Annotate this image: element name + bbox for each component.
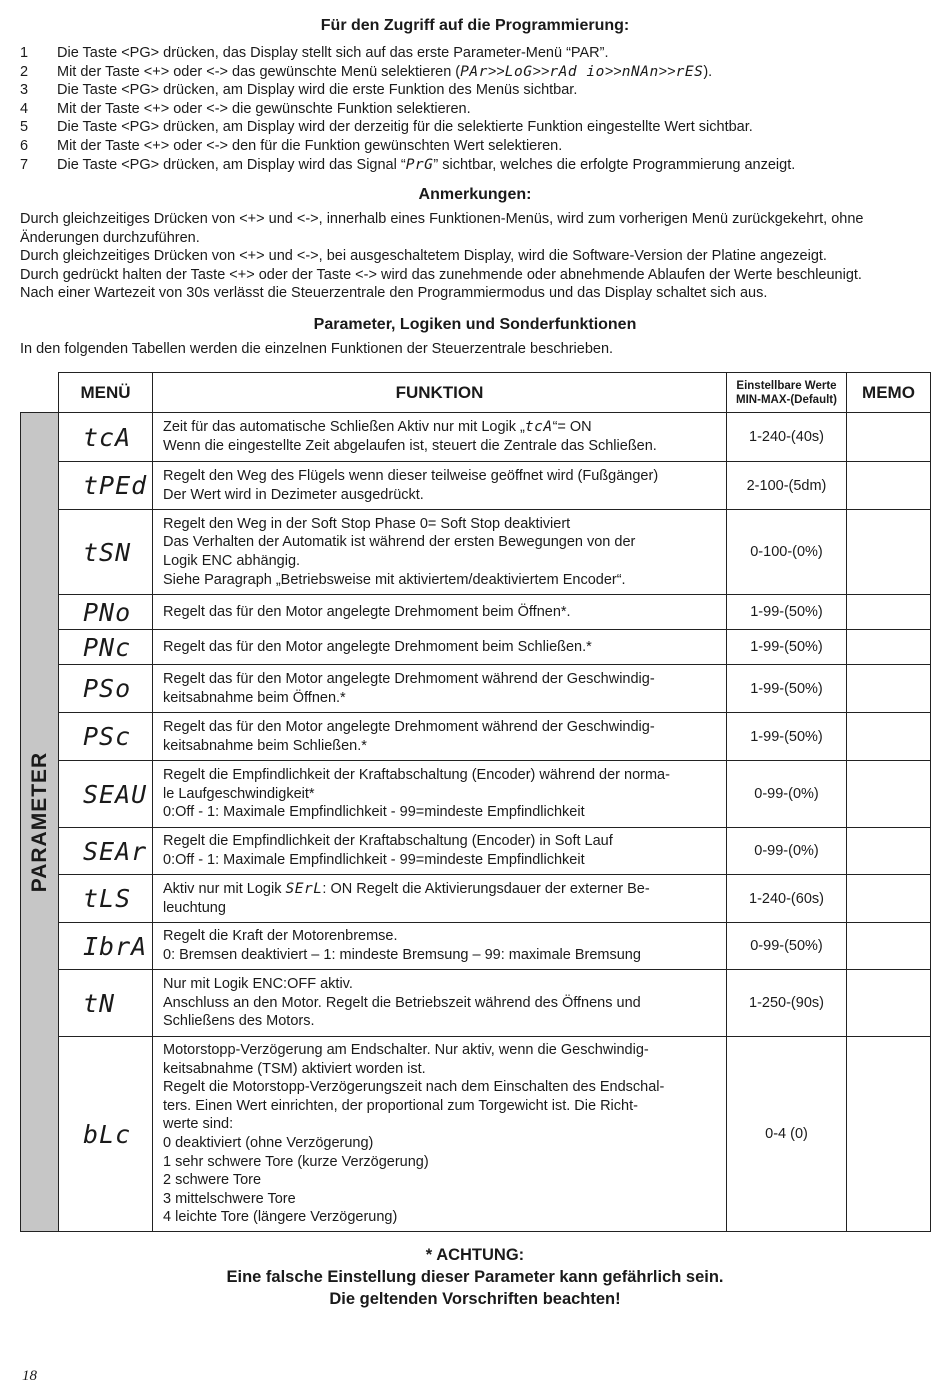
menu-code: SEAr — [59, 828, 153, 875]
text-run: 0 deaktiviert (ohne Verzögerung) — [163, 1135, 374, 1151]
text-run: Schließens des Motors. — [163, 1013, 315, 1030]
text-run: 2 schwere Tore — [163, 1172, 262, 1189]
table-row — [21, 923, 931, 970]
menu-code: tSN — [59, 510, 153, 595]
text-run: Die Taste <PG> drücken, am Display wird das Signal “ — [57, 156, 406, 173]
text-run: Die Taste <PG> drücken, am Display wird die erste Funktion des Menüs sichtbar. — [57, 82, 578, 99]
table-row — [21, 630, 931, 665]
text-run: keitsabnahme beim Schließen.* — [163, 737, 367, 754]
value-range: 0-99-(0%) — [727, 828, 847, 875]
text-run: Regelt den Weg des Flügels wenn dieser teilweise geöffnet wird (Fußgänger) — [163, 467, 659, 484]
memo-cell — [847, 761, 931, 828]
table-row — [21, 510, 931, 595]
table-row — [21, 828, 931, 875]
step-item — [20, 156, 930, 175]
display-code: SErL — [285, 880, 323, 897]
display-code: rES — [675, 63, 704, 80]
text-run: 0:Off - 1: Maximale Empfindlichkeit - 99=mindeste Empfindlichkeit — [163, 804, 585, 821]
text-run: Regelt den Weg in der Soft Stop Phase 0= Soft Stop deaktiviert — [163, 515, 571, 532]
text-run: Mit der Taste <+> oder <-> den für die Funktion gewünschten Wert selektieren. — [57, 137, 563, 154]
text-run: le Laufgeschwindigkeit* — [163, 785, 315, 802]
step-number: 6 — [20, 137, 29, 154]
parameter-table — [20, 372, 931, 1232]
note: Durch gleichzeitiges Drücken von <+> und <->, bei ausgeschaltetem Display, wird die Software-Version der Platine angezeigt. — [20, 248, 827, 265]
menu-code: PNc — [59, 630, 153, 665]
value-range: 1-250-(90s) — [727, 970, 847, 1037]
step-item — [20, 118, 930, 137]
display-code: tcA — [524, 419, 553, 436]
table-row — [21, 761, 931, 828]
text-run: >> — [487, 63, 505, 80]
text-run: Regelt die Empfindlichkeit der Kraftabschaltung (Encoder) während der norma- — [163, 767, 670, 784]
table-row — [21, 713, 931, 761]
text-run: 0: Bremsen deaktiviert – 1: mindeste Bremsung – 99: maximale Bremsung — [163, 947, 641, 963]
text-run: “= ON — [552, 419, 592, 436]
text-run: Regelt das für den Motor angelegte Drehmoment beim Schließen.* — [163, 638, 592, 655]
value-range: 0-99-(0%) — [727, 761, 847, 828]
text-run: 3 mittelschwere Tore — [163, 1190, 296, 1207]
step-text — [57, 63, 712, 82]
step-number: 7 — [20, 156, 29, 173]
col-funktion: FUNKTION — [153, 373, 727, 413]
step-number: 2 — [20, 63, 29, 80]
text-run: 0:Off - 1: Maximale Empfindlichkeit - 99=mindeste Empfindlichkeit — [163, 852, 585, 868]
text-run: Regelt das für den Motor angelegte Drehmoment während der Geschwindig- — [163, 670, 655, 687]
function-description — [153, 413, 727, 462]
memo-cell — [847, 923, 931, 970]
menu-code: tLS — [59, 875, 153, 923]
text-run: ters. Einen Wert einrichten, der proportional zum Torgewicht ist. Die Richt- — [163, 1097, 638, 1114]
step-text — [57, 81, 577, 100]
step-item — [20, 137, 930, 156]
step-text — [57, 156, 795, 175]
memo-cell — [847, 1037, 931, 1232]
value-range: 2-100-(5dm) — [727, 462, 847, 510]
text-run: leuchtung — [163, 899, 226, 916]
table-row — [21, 413, 931, 462]
page-number: 18 — [22, 1368, 37, 1384]
text-run: Anschluss an den Motor. Regelt die Betriebszeit während des Öffnens und — [163, 994, 641, 1011]
menu-code: bLc — [59, 1037, 153, 1232]
text-run: Nur mit Logik ENC:OFF aktiv. — [163, 976, 353, 993]
table-row — [21, 595, 931, 630]
function-description — [153, 1037, 727, 1232]
text-run: >> — [604, 63, 622, 80]
col-menu: MENÜ — [59, 373, 153, 413]
text-run: werte sind: — [163, 1116, 234, 1133]
menu-code: PSo — [59, 665, 153, 713]
text-run: Motorstopp-Verzögerung am Endschalter. Nur aktiv, wenn die Geschwindig- — [163, 1042, 649, 1059]
step-item — [20, 100, 930, 119]
warning-line: Eine falsche Einstellung dieser Parameter kann gefährlich sein. — [226, 1268, 724, 1286]
text-run: ” sichtbar, welches die erfolgte Programmierung anzeigt. — [433, 156, 796, 173]
value-range: 0-100-(0%) — [727, 510, 847, 595]
notes-block — [20, 210, 930, 303]
steps-list — [20, 44, 930, 174]
table-row — [21, 875, 931, 923]
heading-notes: Anmerkungen: — [418, 186, 532, 203]
col-memo: MEMO — [847, 373, 931, 413]
value-range: 0-99-(50%) — [727, 923, 847, 970]
memo-cell — [847, 665, 931, 713]
display-code: PAr — [460, 63, 488, 80]
text-run: keitsabnahme beim Öffnen.* — [163, 689, 346, 706]
text-run: Der Wert wird in Dezimeter ausgedrückt. — [163, 486, 424, 503]
memo-cell — [847, 828, 931, 875]
warning-line: Die geltenden Vorschriften beachten! — [329, 1290, 621, 1308]
text-run: Die Taste <PG> drücken, das Display stellt sich auf das erste Parameter-Menü “PAR”. — [57, 45, 609, 61]
note: Nach einer Wartezeit von 30s verlässt die Steuerzentrale den Programmiermodus und das Display schaltet sich aus. — [20, 285, 768, 302]
text-run: : ON Regelt die Aktivierungsdauer der externer Be- — [322, 880, 650, 897]
step-item — [20, 81, 930, 100]
menu-code: IbrA — [59, 923, 153, 970]
menu-code: tPEd — [59, 462, 153, 510]
function-description — [153, 462, 727, 510]
text-run: Logik ENC abhängig. — [163, 553, 301, 569]
step-item — [20, 63, 930, 82]
text-run: Regelt die Kraft der Motorenbremse. — [163, 928, 398, 945]
menu-code: PNo — [59, 595, 153, 630]
text-run: Zeit für das automatische Schließen Aktiv nur mit Logik „ — [163, 419, 525, 436]
menu-code: SEAU — [59, 761, 153, 828]
function-description — [153, 875, 727, 923]
memo-cell — [847, 462, 931, 510]
function-description — [153, 713, 727, 761]
text-run: >> — [532, 63, 550, 80]
warning-title: * ACHTUNG: — [425, 1246, 525, 1264]
value-range: 1-99-(50%) — [727, 665, 847, 713]
step-number: 4 — [20, 100, 29, 117]
memo-cell — [847, 510, 931, 595]
memo-cell — [847, 970, 931, 1037]
text-run: Die Taste <PG> drücken, am Display wird der derzeitig für die selektierte Funktion eingestellte Wert sichtbar. — [57, 119, 753, 136]
col-values: Einstellbare Werte MIN-MAX-(Default) — [727, 373, 847, 413]
value-range: 0-4 (0) — [727, 1037, 847, 1232]
step-number: 3 — [20, 82, 29, 99]
value-range: 1-99-(50%) — [727, 595, 847, 630]
heading-access: Für den Zugriff auf die Programmierung: — [320, 17, 630, 34]
value-range: 1-99-(50%) — [727, 630, 847, 665]
step-text — [57, 118, 753, 137]
text-run: Regelt die Motorstopp-Verzögerungszeit nach dem Einschalten des Endschal- — [163, 1079, 665, 1096]
function-description — [153, 828, 727, 875]
table-row — [21, 1037, 931, 1232]
memo-cell — [847, 413, 931, 462]
note: Durch gedrückt halten der Taste <+> oder der Taste <-> wird das zunehmende oder abnehmende Ablaufen der Werte beschleunigt. — [20, 266, 862, 283]
value-range: 1-240-(60s) — [727, 875, 847, 923]
text-run: Das Verhalten der Automatik ist während der ersten Bewegungen von der — [163, 534, 636, 551]
memo-cell — [847, 713, 931, 761]
text-run: Siehe Paragraph „Betriebsweise mit aktiviertem/deaktiviertem Encoder“. — [163, 571, 626, 588]
display-code: rAd io — [549, 63, 605, 80]
menu-code: tcA — [59, 413, 153, 462]
text-run: ). — [703, 63, 713, 80]
text-run: Regelt die Empfindlichkeit der Kraftabschaltung (Encoder) in Soft Lauf — [163, 833, 613, 850]
step-item — [20, 44, 930, 63]
function-description — [153, 665, 727, 713]
memo-cell — [847, 875, 931, 923]
heading-params: Parameter, Logiken und Sonderfunktionen — [313, 316, 637, 333]
step-text — [57, 100, 471, 119]
function-description — [153, 761, 727, 828]
function-description — [153, 510, 727, 595]
function-description — [153, 923, 727, 970]
function-description — [153, 630, 727, 665]
memo-cell — [847, 595, 931, 630]
function-description — [153, 595, 727, 630]
text-run: Wenn die eingestellte Zeit abgelaufen ist, steuert die Zentrale das Schließen. — [163, 438, 657, 454]
text-run: Aktiv nur mit Logik — [163, 880, 286, 897]
memo-cell — [847, 630, 931, 665]
text-run: Mit der Taste <+> oder <-> die gewünschte Funktion selektieren. — [57, 100, 471, 117]
intro-text: In den folgenden Tabellen werden die einzelnen Funktionen der Steuerzentrale beschrieben. — [20, 341, 614, 357]
text-run: 1 sehr schwere Tore (kurze Verzögerung) — [163, 1153, 429, 1170]
menu-code: PSc — [59, 713, 153, 761]
display-code: LoG — [504, 63, 533, 80]
function-description — [153, 970, 727, 1037]
text-run: 4 leichte Tore (längere Verzögerung) — [163, 1209, 398, 1226]
text-run: keitsabnahme (TSM) aktiviert worden ist. — [163, 1060, 426, 1077]
step-text — [57, 137, 562, 156]
text-run: >> — [658, 63, 676, 80]
display-code: nNAn — [621, 63, 659, 80]
table-row — [21, 665, 931, 713]
text-run: Mit der Taste <+> oder <-> das gewünschte Menü selektieren ( — [57, 63, 461, 80]
step-number: 5 — [20, 119, 29, 136]
note: Durch gleichzeitiges Drücken von <+> und <->, innerhalb eines Funktionen-Menüs, wird zum vorherigen Menü zurückgekehrt, ohne Änderungen durchzuführen. — [20, 211, 864, 246]
table-row — [21, 462, 931, 510]
value-range: 1-240-(40s) — [727, 413, 847, 462]
step-number: 1 — [20, 45, 29, 61]
table-row — [21, 970, 931, 1037]
value-range: 1-99-(50%) — [727, 713, 847, 761]
text-run: Regelt das für den Motor angelegte Drehmoment während der Geschwindig- — [163, 718, 655, 735]
step-text — [57, 44, 609, 63]
side-label: PARAMETER — [21, 413, 59, 1232]
display-code: PrG — [405, 156, 434, 173]
text-run: Regelt das für den Motor angelegte Drehmoment beim Öffnen*. — [163, 603, 571, 620]
menu-code: tN — [59, 970, 153, 1037]
